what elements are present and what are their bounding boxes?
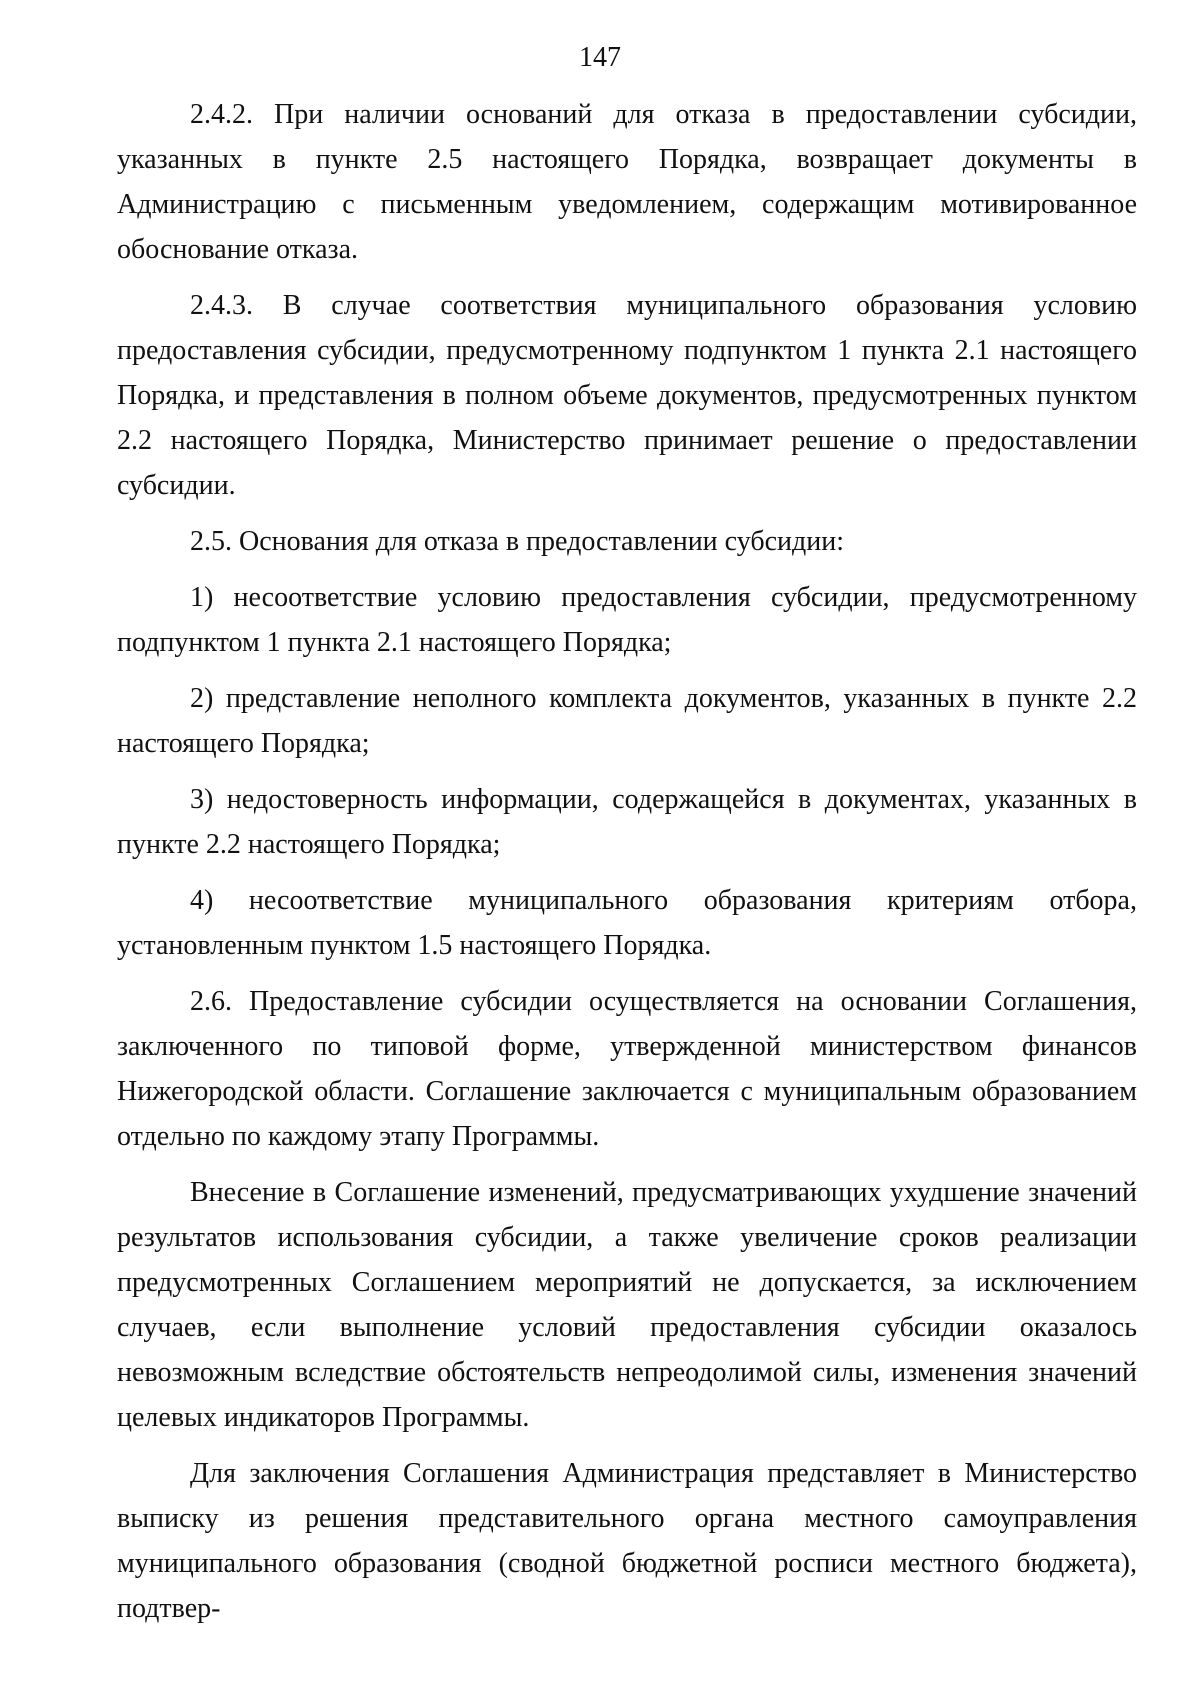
paragraph-agreement-conclusion: Для заключения Соглашения Администрация представляет в Министерство выписку из решения представительного органа местного самоуправления муниципального образования (сводной бюджетной росписи местного бюджета), подтвер-	[117, 1458, 1137, 1624]
list-item-3: 3) недостоверность информации, содержащейся в документах, указанных в пункте 2.2 настоящего Порядка;	[117, 784, 1137, 860]
paragraph-2-4-2: 2.4.2. При наличии оснований для отказа в предоставлении субсидии, указанных в пункте 2.5 настоящего Порядка, возвращает документы в Администрацию с письменным уведомлением, содержащим мотивированное обоснование отказа.	[117, 99, 1137, 265]
list-item-1: 1) несоответствие условию предоставления субсидии, предусмотренному подпунктом 1 пункта 2.1 настоящего Порядка;	[117, 582, 1137, 658]
list-item-2: 2) представление неполного комплекта документов, указанных в пункте 2.2 настоящего Порядка;	[117, 683, 1137, 759]
document-body	[117, 92, 1137, 1642]
paragraph-agreement-changes: Внесение в Соглашение изменений, предусматривающих ухудшение значений результатов использования субсидии, а также увеличение сроков реализации предусмотренных Соглашением мероприятий не допускается, за исключением случаев, если выполнение условий предоставления субсидии оказалось невозможным вследствие обстоятельств непреодолимой силы, изменения значений целевых индикаторов Программы.	[117, 1177, 1137, 1433]
paragraph-2-4-3: 2.4.3. В случае соответствия муниципального образования условию предоставления субсидии, предусмотренному подпунктом 1 пункта 2.1 настоящего Порядка, и представления в полном объеме документов, предусмотренных пунктом 2.2 настоящего Порядка, Министерство принимает решение о предоставлении субсидии.	[117, 290, 1137, 501]
list-item-4: 4) несоответствие муниципального образования критериям отбора, установленным пунктом 1.5 настоящего Порядка.	[117, 885, 1137, 961]
page-number: 147	[579, 42, 621, 73]
paragraph-2-6: 2.6. Предоставление субсидии осуществляется на основании Соглашения, заключенного по типовой форме, утвержденной министерством финансов Нижегородской области. Соглашение заключается с муниципальным образованием отдельно по каждому этапу Программы.	[117, 986, 1137, 1152]
paragraph-2-5-heading: 2.5. Основания для отказа в предоставлении субсидии:	[190, 526, 845, 557]
